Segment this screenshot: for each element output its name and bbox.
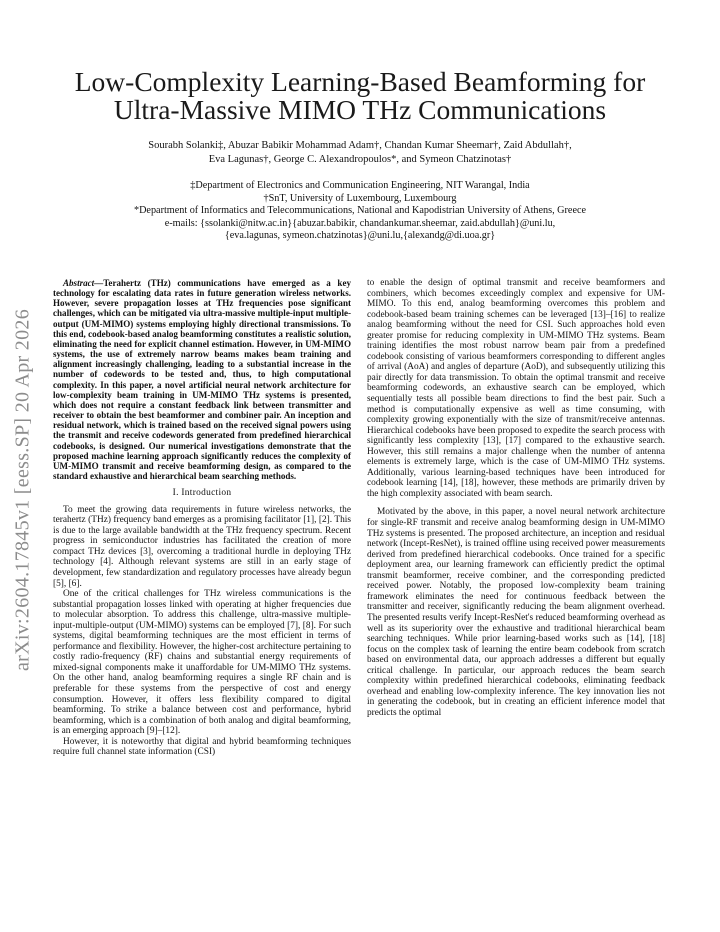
abstract-text: —Terahertz (THz) communications have emerged as a key technology for escalating data rates in future generation wireless networks. However, severe propagation losses at THz frequencies pose significant challenges, which can be mitigated via ultra-massive multiple-input multiple-output (UM-MIMO) systems employing highly directional transmissions. To this end, codebook-based analog beamforming constitutes a realistic solution, eliminating the need for explicit channel estimation. However, in UM-MIMO systems, the use of extremely narrow beams makes beam training and alignment increasingly challenging, leading to a substantial increase in the number of codewords to be tested and, thus, to high computational complexity. In this paper, a novel artificial neural network architecture for low-complexity beam training in UM-MIMO THz systems is presented, which does not require a constant feedback link between transmitter and receiver to obtain the best beamformer and combiner pair. An inception and residual network, which is trained based on the received signal powers using the transmit and receive codewords generated from predefined hierarchical codebooks, is designed. Our numerical investigations demonstrate that the proposed machine learning approach significantly reduces the complexity of UM-MIMO transmit and receive beamforming design, as compared to the standard exhaustive and hierarchical beam searching methods. bbox=[53, 278, 351, 481]
paper-title bbox=[40, 68, 680, 124]
title-line-2: Ultra-Massive MIMO THz Communications bbox=[113, 94, 607, 125]
arxiv-watermark bbox=[6, 255, 40, 725]
authors-line-1: Sourabh Solanki‡, Abuzar Babikir Mohammad Adam†, Chandan Kumar Sheemar†, Zaid Abdullah†, bbox=[148, 140, 572, 151]
right-column bbox=[367, 278, 665, 718]
intro-paragraph-1: To meet the growing data requirements in future wireless networks, the terahertz (THz) frequency band emerges as a promising facilitator [1], [2]. This is due to the large available bandwidth at the THz frequency spectrum. Recent progress in semiconductor industries has facilitated the creation of more compact THz devices [3], overcoming a traditional hurdle in deploying THz technology [4]. Although relevant systems are still in an early stage of development, few standardization and regulatory processes have already begun [5], [6]. bbox=[53, 504, 351, 589]
intro-paragraph-2: One of the critical challenges for THz wireless communications is the substantial propagation losses linked with operating at higher frequencies due to molecular absorption. To address this challenge, ultra-massive multiple-input-multiple-output (UM-MIMO) systems can be employed [7], [8]. For such systems, digital beamforming techniques are the most efficient in terms of performance and flexibility. However, the higher-cost architecture pertaining to costly radio-frequency (RF) chains and substantial energy requirements of mixed-signal components make it unaffordable for UM-MIMO THz systems. On the other hand, analog beamforming requires a single RF chain and is preferable for these systems from the perspective of cost and energy consumption. However, it offers less flexibility compared to digital beamforming. To strike a balance between cost and performance, hybrid beamforming, which is a combination of both analog and digital beamforming, is an emerging approach [9]–[12]. bbox=[53, 589, 351, 737]
intro-paragraph-3-continued: to enable the design of optimal transmit and receive beamformers and combiners, which becomes exceedingly complex and expensive for UM-MIMO. To this end, analog beamforming overcomes this problem and codebook-based beam training schemes can be leveraged [13]–[16] to realize analog beamforming without the need for CSI. Such approaches hold even greater promise for reducing complexity in UM-MIMO THz systems. Beam training identifies the most robust narrow beam pair from a predefined codebook consisting of various beamformers corresponding to different angles of arrival (AoA) and angles of departure (AoD), and subsequently utilizing this pair directly for data transmission. To obtain the optimal transmit and receive beamforming codewords, an exhaustive search can be employed, which sequentially tests all possible beam directions to find the best pair. Such a method is computationally expensive as well as time consuming, with complexity growing exponentially with the size of transmit/receive antennas. Hierarchical codebooks have been proposed to expedite the search process with significantly less complexity [13], [17] compared to the exhaustive search. However, this still remains a major challenge when the number of antenna elements is extremely large, which is the case of UM-MIMO THz systems. Additionally, various learning-based techniques have been introduced for codebook learning [14], [18], however, these methods are primarily driven by the high complexity associated with beam search. bbox=[367, 278, 665, 499]
arxiv-id[interactable]: arXiv:2604.17845v1 [eess.SP] 20 Apr 2026 bbox=[11, 309, 34, 671]
section-heading-introduction: I. Introduction bbox=[172, 488, 232, 499]
author-list bbox=[60, 139, 660, 167]
left-column bbox=[53, 278, 351, 758]
affiliation-snt: †SnT, University of Luxembourg, Luxembourg bbox=[263, 192, 457, 204]
abstract-label: Abstract bbox=[63, 278, 95, 288]
title-line-1: Low-Complexity Learning-Based Beamforming for bbox=[74, 66, 646, 97]
intro-paragraph-3: However, it is noteworthy that digital and hybrid beamforming techniques require full channel state information (CSI) bbox=[53, 736, 351, 758]
email-line-2: {eva.lagunas, symeon.chatzinotas}@uni.lu,{alexandg@di.uoa.gr} bbox=[224, 230, 496, 242]
authors-line-2: Eva Lagunas†, George C. Alexandropoulos*, and Symeon Chatzinotas† bbox=[208, 154, 512, 165]
affiliation-nitw: ‡Department of Electronics and Communication Engineering, NIT Warangal, India bbox=[190, 180, 530, 191]
intro-paragraph-4: Motivated by the above, in this paper, a novel neural network architecture for single-RF transmit and receive analog beamforming design in UM-MIMO THz systems is presented. The proposed architecture, an inception and residual network (Incept-ResNet), is trained offline using received power measurements derived from predefined hierarchical codebooks. Once trained for a specific deployment area, our learning framework can efficiently predict the optimal transmit beamformer, receive combiner, and the corresponding predicted received power. Notably, the proposed low-complexity beam training framework eliminates the need for continuous feedback between the transmitter and receiver, significantly reducing the beam alignment overhead. The presented results verify Incept-ResNet's reduced beamforming overhead as well as its superiority over the exhaustive and traditional hierarchical beam searching techniques. While prior learning-based works such as [14], [18] focus on the complex task of learning the entire beam codebook from scratch based on environmental data, our approach addresses a different but equally critical challenge. In particular, our approach reduces the beam search complexity within predefined hierarchical codebooks, eliminating feedback overhead and enabling low-complexity inference. The key innovation lies not in generating the codebook, but in creating an efficient inference model that predicts the optimal bbox=[367, 507, 665, 718]
affiliations bbox=[40, 180, 680, 243]
affiliation-athens: *Department of Informatics and Telecommunications, National and Kapodistrian University of Athens, Greece bbox=[133, 205, 587, 217]
abstract bbox=[53, 278, 351, 481]
email-line-1: e-mails: {ssolanki@nitw.ac.in}{abuzar.babikir, chandankumar.sheemar, zaid.abdullah}@uni.lu, bbox=[164, 217, 556, 229]
